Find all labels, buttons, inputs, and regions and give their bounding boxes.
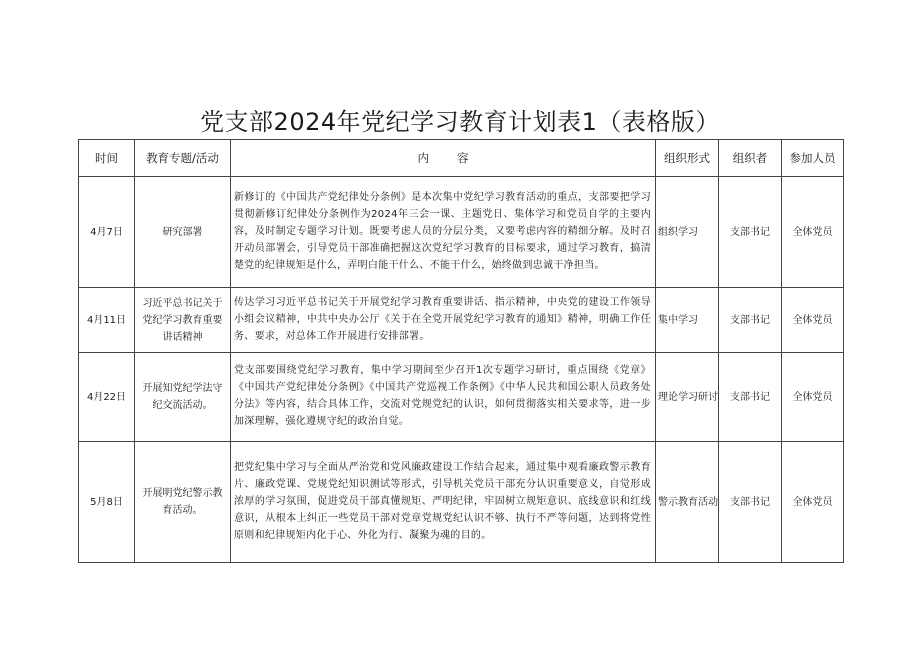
cell-participants: 全体党员 [782,442,844,563]
cell-time: 4月11日 [79,288,135,353]
header-participants: 参加人员 [782,140,844,177]
header-form: 组织形式 [656,140,719,177]
cell-form: 警示教育活动 [656,442,719,563]
cell-form: 组织学习 [656,177,719,288]
header-topic: 教育专题/活动 [135,140,231,177]
study-plan-table [78,139,844,563]
cell-content: 传达学习习近平总书记关于开展党纪学习教育重要讲话、指示精神，中央党的建设工作领导小组会议精神，中共中央办公厅《关于在全党开展党纪学习教育的通知》精神，明确工作任务、要求，对总体工作开展进行安排部署。 [231,288,656,353]
cell-content: 把党纪集中学习与全面从严治党和党风廉政建设工作结合起来，通过集中观看廉政警示教育片、廉政党课、党规党纪知识测试等形式，引导机关党员干部充分认识重要意义，自觉形成浓厚的学习氛围，促进党员干部真懂规矩、严明纪律，牢固树立规矩意识、底线意识和红线意识，从根本上纠正一些党员干部对党章党规党纪认识不够、执行不严等问题，达到将党性原则和纪律规矩内化于心、外化为行、凝聚为魂的目的。 [231,442,656,563]
cell-organizer: 支部书记 [719,177,782,288]
header-content: 内容 [231,140,656,177]
cell-time: 5月8日 [79,442,135,563]
cell-participants: 全体党员 [782,177,844,288]
cell-topic: 开展明党纪警示教育活动。 [135,442,231,563]
cell-participants: 全体党员 [782,288,844,353]
header-organizer: 组织者 [719,140,782,177]
header-time: 时间 [79,140,135,177]
cell-topic: 习近平总书记关于党纪学习教育重要讲话精神 [135,288,231,353]
table-header-row [79,140,844,177]
cell-organizer: 支部书记 [719,442,782,563]
cell-time: 4月22日 [79,353,135,442]
table-row [79,442,844,563]
cell-organizer: 支部书记 [719,353,782,442]
cell-form: 理论学习研讨 [656,353,719,442]
cell-content: 党支部要围绕党纪学习教育，集中学习期间至少召开1次专题学习研讨，重点围绕《党章》《中国共产党纪律处分条例》《中国共产党巡视工作条例》《中华人民共和国公职人员政务处分法》等内容，结合具体工作，交流对党规党纪的认识，如何贯彻落实相关要求等，进一步加深理解，强化遵规守纪的政治自觉。 [231,353,656,442]
table-row [79,353,844,442]
table-row [79,177,844,288]
cell-topic: 开展知党纪学法守纪交流活动。 [135,353,231,442]
cell-time: 4月7日 [79,177,135,288]
cell-organizer: 支部书记 [719,288,782,353]
cell-content: 新修订的《中国共产党纪律处分条例》是本次集中党纪学习教育活动的重点，支部要把学习贯彻新修订纪律处分条例作为2024年三会一课、主题党日、集体学习和党员自学的主要内容，及时制定专题学习计划。既要考虑人员的分层分类，又要考虑内容的精细分解。及时召开动员部署会，引导党员干部准确把握这次党纪学习教育的目标要求，通过学习教育，搞清楚党的纪律规矩是什么，弄明白能干什么、不能干什么，始终做到忠诚干净担当。 [231,177,656,288]
table-row [79,288,844,353]
cell-topic: 研究部署 [135,177,231,288]
cell-form: 集中学习 [656,288,719,353]
document-title: 党支部2024年党纪学习教育计划表1（表格版） [200,108,720,136]
cell-participants: 全体党员 [782,353,844,442]
